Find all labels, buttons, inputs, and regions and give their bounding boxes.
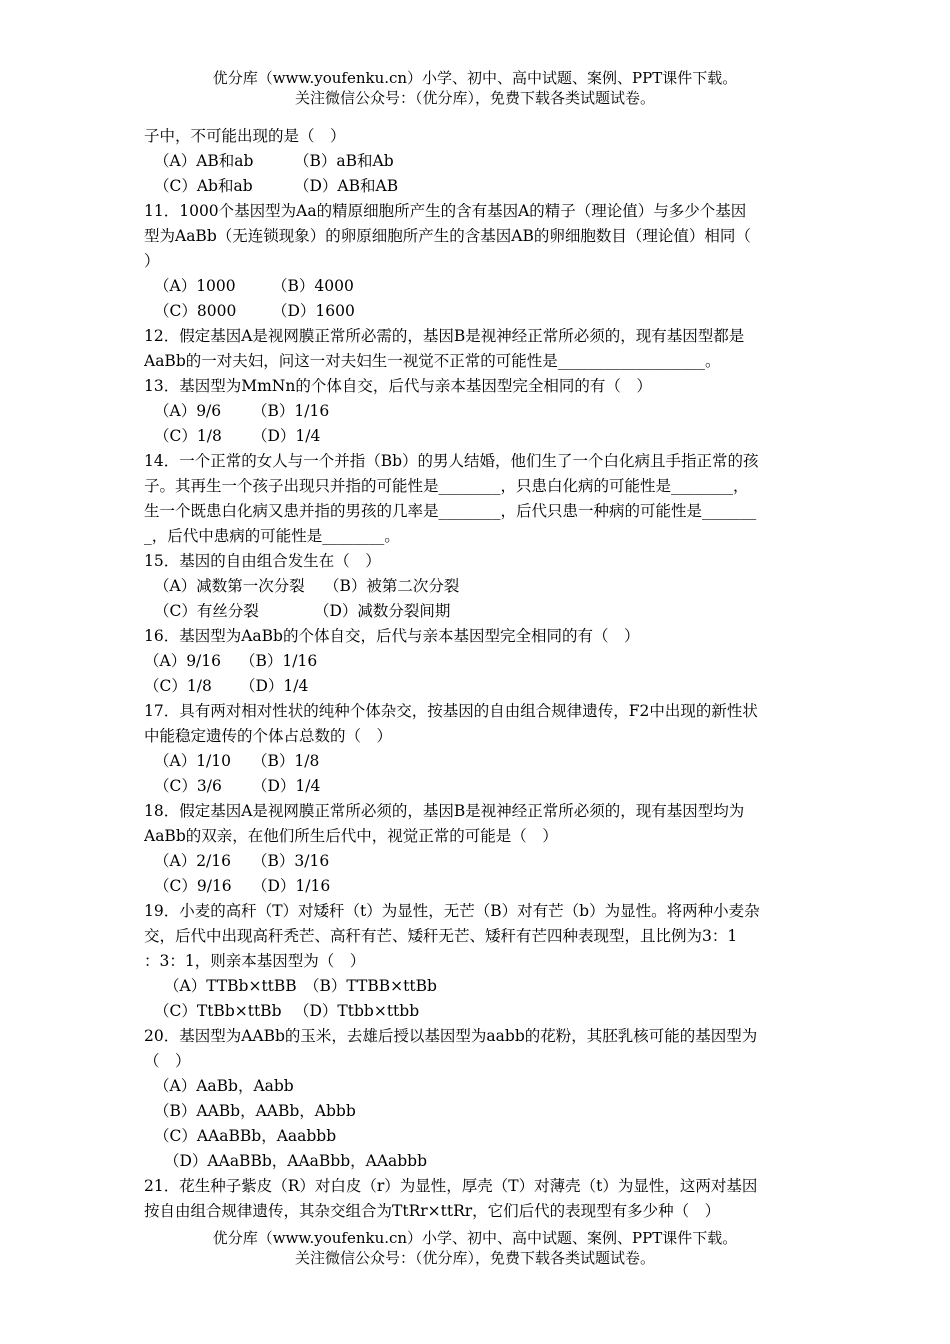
q13-options-row1 bbox=[144, 399, 808, 424]
footer-line-1: 优分库（www.youfenku.cn）小学、初中、高中试题、案例、PPT课件下载。 bbox=[212, 1229, 738, 1247]
header-line-2: 关注微信公众号：（优分库），免费下载各类试题试卷。 bbox=[294, 89, 655, 107]
q18-line-1: 18．假定基因A是视网膜正常所必须的，基因B是视神经正常所必须的，现有基因型均为 bbox=[144, 802, 745, 820]
q19-line-3: ：3：1，则亲本基因型为（ ） bbox=[144, 952, 366, 970]
q17-option-a: （A）1/10 bbox=[154, 752, 232, 770]
q10-option-a: （A）AB和ab bbox=[154, 152, 254, 170]
q18-line-2: AaBb的双亲，在他们所生后代中，视觉正常的可能是（ ） bbox=[144, 827, 558, 845]
q11-option-d: （D）1600 bbox=[272, 302, 355, 320]
q11-line-2: 型为AaBb（无连锁现象）的卵原细胞所产生的含基因AB的卵细胞数目（理论值）相同（ bbox=[144, 227, 751, 245]
q19-line-2: 交，后代中出现高秆秃芒、高秆有芒、矮秆无芒、矮秆有芒四种表现型，且比例为3：1 bbox=[144, 927, 738, 945]
q14-line-3: 生一个既患白化病又患并指的男孩的几率是________，后代只患一种病的可能性是_______ bbox=[144, 502, 757, 520]
page-header bbox=[0, 68, 950, 108]
q17-options-row2 bbox=[144, 774, 808, 799]
page-footer bbox=[0, 1228, 950, 1268]
q10-continuation: 子中，不可能出现的是（ ） bbox=[144, 127, 346, 145]
footer-line-2: 关注微信公众号：（优分库），免费下载各类试题试卷。 bbox=[294, 1249, 655, 1267]
q15-option-b: （B）被第二次分裂 bbox=[324, 577, 460, 595]
q10-options-row1 bbox=[144, 149, 808, 174]
q16-options-row2 bbox=[144, 674, 808, 699]
q17-line-2: 中能稳定遗传的个体占总数的（ ） bbox=[144, 727, 393, 745]
q19-line-1: 19．小麦的高秆（T）对矮秆（t）为显性，无芒（B）对有芒（b）为显性。将两种小麦杂 bbox=[144, 902, 760, 920]
q15-option-c: （C）有丝分裂 bbox=[154, 602, 259, 620]
q11-option-b: （B）4000 bbox=[272, 277, 354, 295]
q11-options-row2 bbox=[144, 299, 808, 324]
q20-option-b: （B）AABb，AABb，Abbb bbox=[154, 1102, 356, 1120]
q19-option-d: （D）Ttbb×ttbb bbox=[294, 1002, 420, 1020]
q15-option-a: （A）减数第一次分裂 bbox=[154, 577, 305, 595]
q20-line-2: （ ） bbox=[144, 1052, 191, 1070]
q14-line-2: 子。其再生一个孩子出现只并指的可能性是________，只患白化病的可能性是________， bbox=[144, 477, 749, 495]
q13-options-row2 bbox=[144, 424, 808, 449]
header-line-1: 优分库（www.youfenku.cn）小学、初中、高中试题、案例、PPT课件下载。 bbox=[212, 69, 738, 87]
q16-options-row1 bbox=[144, 649, 808, 674]
q10-options-row2 bbox=[144, 174, 808, 199]
q12-line-2: AaBb的一对夫妇，问这一对夫妇生一视觉不正常的可能性是___________________。 bbox=[144, 352, 721, 370]
q17-option-c: （C）3/6 bbox=[154, 777, 222, 795]
q14-line-1: 14．一个正常的女人与一个并指（Bb）的男人结婚，他们生了一个白化病且手指正常的孩 bbox=[144, 452, 759, 470]
q18-options-row1 bbox=[144, 849, 808, 874]
q21-line-1: 21．花生种子紫皮（R）对白皮（r）为显性，厚壳（T）对薄壳（t）为显性，这两对基因 bbox=[144, 1177, 758, 1195]
q13-option-d: （D）1/4 bbox=[252, 427, 321, 445]
q20-option-c: （C）AAaBBb，Aaabbb bbox=[154, 1127, 337, 1145]
q18-option-a: （A）2/16 bbox=[154, 852, 232, 870]
q16-option-c: （C）1/8 bbox=[144, 677, 212, 695]
q11-option-a: （A）1000 bbox=[154, 277, 236, 295]
q21-line-2: 按自由组合规律遗传，其杂交组合为TtRr×ttRr，它们后代的表现型有多少种（ ） bbox=[144, 1202, 721, 1220]
q12-line-1: 12．假定基因A是视网膜正常所必需的，基因B是视神经正常所必须的，现有基因型都是 bbox=[144, 327, 745, 345]
q18-options-row2 bbox=[144, 874, 808, 899]
q15-options-row2 bbox=[144, 599, 808, 624]
q10-option-c: （C）Ab和ab bbox=[154, 177, 253, 195]
q11-line-3: ） bbox=[144, 252, 160, 270]
q19-option-a: （A）TTBb×ttBB bbox=[164, 977, 297, 995]
q16-option-d: （D）1/4 bbox=[240, 677, 309, 695]
q18-option-b: （B）3/16 bbox=[252, 852, 330, 870]
q16-line-1: 16．基因型为AaBb的个体自交，后代与亲本基因型完全相同的有（ ） bbox=[144, 627, 640, 645]
q16-option-a: （A）9/16 bbox=[144, 652, 222, 670]
q19-option-c: （C）TtBb×ttBb bbox=[154, 1002, 282, 1020]
q20-option-a: （A）AaBb，Aabb bbox=[154, 1077, 294, 1095]
q13-option-a: （A）9/6 bbox=[154, 402, 222, 420]
q15-line-1: 15．基因的自由组合发生在（ ） bbox=[144, 552, 381, 570]
q17-options-row1 bbox=[144, 749, 808, 774]
q18-option-d: （D）1/16 bbox=[252, 877, 331, 895]
q13-option-c: （C）1/8 bbox=[154, 427, 222, 445]
q13-option-b: （B）1/16 bbox=[252, 402, 330, 420]
q20-line-1: 20．基因型为AABb的玉米，去雄后授以基因型为aabb的花粉，其胚乳核可能的基因型为 bbox=[144, 1027, 758, 1045]
q19-option-b: （B）TTBB×ttBb bbox=[304, 977, 437, 995]
q11-options-row1 bbox=[144, 274, 808, 299]
q11-line-1: 11．1000个基因型为Aa的精原细胞所产生的含有基因A的精子（理论值）与多少个基因 bbox=[144, 202, 747, 220]
question-body bbox=[144, 124, 808, 1224]
q15-option-d: （D）减数分裂间期 bbox=[314, 602, 451, 620]
q18-option-c: （C）9/16 bbox=[154, 877, 232, 895]
q20-option-d: （D）AAaBBb，AAaBbb，AAabbb bbox=[164, 1152, 428, 1170]
q17-option-b: （B）1/8 bbox=[252, 752, 320, 770]
q17-option-d: （D）1/4 bbox=[252, 777, 321, 795]
q19-options-row1 bbox=[144, 974, 808, 999]
q15-options-row1 bbox=[144, 574, 808, 599]
q11-option-c: （C）8000 bbox=[154, 302, 237, 320]
q10-option-d: （D）AB和AB bbox=[294, 177, 399, 195]
q10-option-b: （B）aB和Ab bbox=[294, 152, 394, 170]
q17-line-1: 17．具有两对相对性状的纯种个体杂交，按基因的自由组合规律遗传，F2中出现的新性状 bbox=[144, 702, 758, 720]
q16-option-b: （B）1/16 bbox=[240, 652, 318, 670]
q14-line-4: _，后代中患病的可能性是________。 bbox=[144, 527, 400, 545]
q13-line-1: 13．基因型为MmNn的个体自交，后代与亲本基因型完全相同的有（ ） bbox=[144, 377, 652, 395]
q19-options-row2 bbox=[144, 999, 808, 1024]
